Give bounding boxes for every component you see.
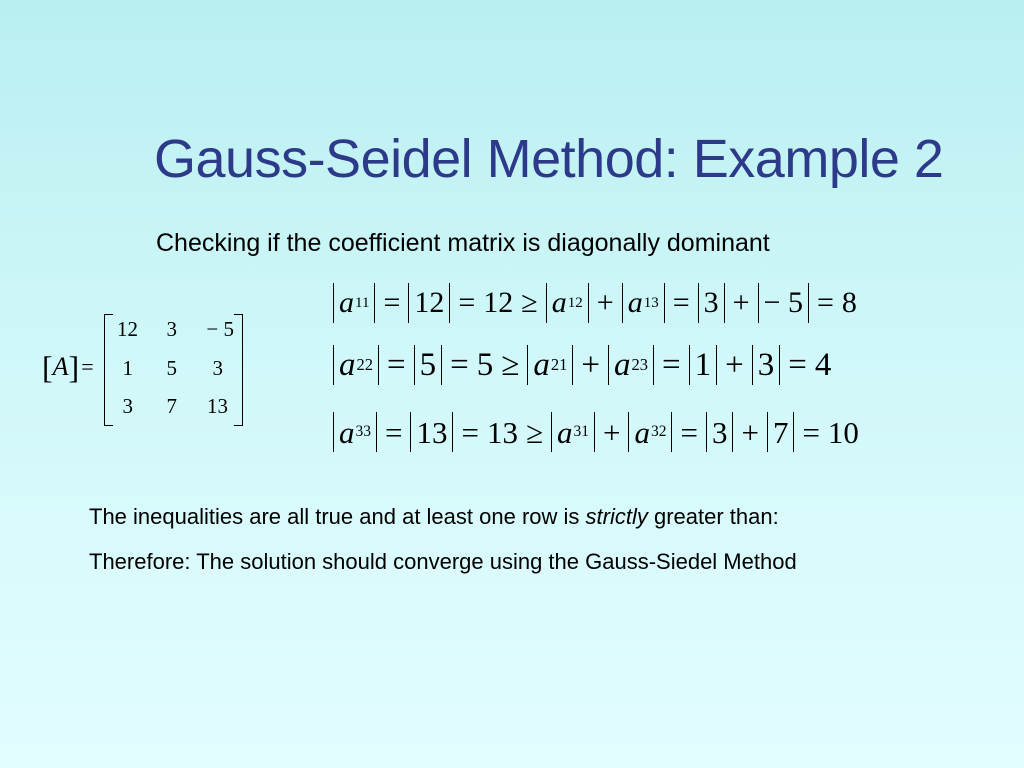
abs-offdiag-term-1: a 12 [546, 283, 589, 323]
abs-offdiag-term-2: a 13 [622, 283, 665, 323]
equals-sign: = [802, 414, 820, 450]
matrix-lhs [42, 348, 94, 386]
abs-diag-term: a 11 [333, 283, 375, 323]
emphasis-strictly: strictly [585, 504, 648, 529]
abs-diag-term: a 22 [333, 345, 379, 385]
abs-offdiag-value-2: − 5 [758, 283, 809, 323]
equals-sign: = [387, 346, 406, 383]
plus-sign: + [725, 346, 744, 383]
equals-sign: = [450, 346, 469, 383]
equals-sign: = [383, 286, 401, 319]
matrix-lhs-open-bracket: [ [42, 349, 53, 385]
plus-sign: + [741, 414, 759, 450]
equals-sign: = [816, 286, 834, 319]
matrix-cell-r1-c2: 3 [166, 317, 177, 341]
plus-sign: + [596, 286, 614, 319]
abs-offdiag-value-2: 7 [767, 412, 795, 452]
matrix-lhs-close-bracket: ] [68, 349, 80, 385]
subtitle: Checking if the coefficient matrix is diagonally dominant [156, 229, 770, 257]
inequality-row [333, 410, 859, 454]
inequality-row [333, 343, 831, 387]
greater-equal-sign: ≥ [525, 414, 543, 450]
conclusion-line-1: The inequalities are all true and at least one row is strictly greater than: [89, 504, 779, 529]
plus-sign: + [581, 346, 600, 383]
matrix-cell-r3-c3: 13 [207, 394, 228, 418]
offdiag-sum: 4 [814, 346, 832, 383]
greater-equal-sign: ≥ [501, 346, 520, 383]
abs-offdiag-term-1: a 21 [527, 345, 573, 385]
offdiag-sum: 10 [827, 414, 859, 450]
equals-sign: = [662, 346, 681, 383]
diag-value: 12 [483, 286, 514, 319]
equals-sign: = [680, 414, 698, 450]
equals-sign: = [385, 414, 403, 450]
matrix-cell-r2-c3: 3 [212, 356, 223, 380]
matrix-lhs-equals: = [81, 354, 94, 379]
matrix-cell-r3-c1: 3 [122, 394, 133, 418]
equals-sign: = [461, 414, 479, 450]
conclusion-line-2: Therefore: The solution should converge using the Gauss-Siedel Method [89, 549, 797, 574]
inequality-row [333, 281, 857, 325]
abs-diag-value: 12 [408, 283, 450, 323]
abs-offdiag-term-2: a 23 [608, 345, 654, 385]
abs-diag-value: 5 [414, 345, 443, 385]
matrix-cell-r3-c2: 7 [166, 394, 177, 418]
matrix-right-bracket [234, 314, 243, 426]
abs-offdiag-term-2: a 32 [628, 412, 672, 452]
greater-equal-sign: ≥ [521, 286, 538, 319]
matrix-cell-r1-c1: 12 [117, 317, 138, 341]
plus-sign: + [602, 414, 621, 450]
slide-title: Gauss-Seidel Method: Example 2 [154, 129, 944, 189]
abs-diag-value: 13 [410, 412, 453, 452]
plus-sign: + [732, 286, 750, 319]
abs-offdiag-term-1: a 31 [551, 412, 595, 452]
abs-diag-term: a 33 [333, 412, 377, 452]
matrix-cell-r2-c1: 1 [122, 356, 133, 380]
matrix-cell-r2-c2: 5 [166, 356, 177, 380]
diag-value: 13 [486, 414, 518, 450]
abs-offdiag-value-2: 3 [752, 345, 781, 385]
abs-offdiag-value-1: 1 [689, 345, 718, 385]
equals-sign: = [672, 286, 690, 319]
offdiag-sum: 8 [841, 286, 857, 319]
equals-sign: = [788, 346, 807, 383]
matrix-lhs-variable: A [52, 352, 69, 381]
abs-offdiag-value-1: 3 [706, 412, 734, 452]
abs-offdiag-value-1: 3 [698, 283, 725, 323]
diag-value: 5 [476, 346, 494, 383]
equals-sign: = [458, 286, 476, 319]
matrix-cell-r1-c3: − 5 [206, 317, 234, 341]
